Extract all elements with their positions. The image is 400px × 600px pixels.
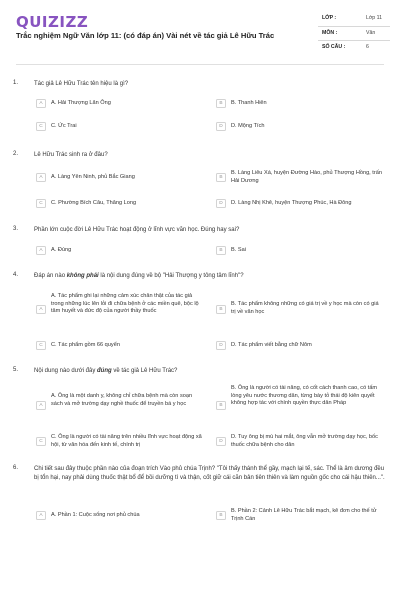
option-text: B. Phần 2: Cảnh Lê Hữu Trác bắt mạch, kê đơn cho thế tử Trịnh Cán [231, 508, 377, 522]
option-text: D. Tuy ông bị mù hai mắt, ông vẫn mở trường dạy học, bốc thuốc chữa bệnh cho dân [231, 434, 378, 448]
option-text: B. Tác phẩm không những có giá trị về y học mà còn có giá trị về văn học [231, 301, 379, 315]
option-letter-badge: A [36, 305, 46, 314]
question-number: 1. [13, 80, 19, 86]
option-letter-badge: C [36, 437, 46, 446]
meta-row-subject [318, 27, 390, 42]
option-text: B. Thanh Hiên [231, 100, 267, 106]
option-text: B. Làng Liêu Xá, huyện Đường Hào, phủ Thượng Hồng, trấn Hải Dương [231, 170, 382, 184]
meta-value: Văn [366, 29, 376, 36]
option-text: C. Ông là người có tài năng trên nhiều lĩnh vực hoạt động xã hội, từ văn hóa đến kinh tế, chính trị [51, 434, 202, 448]
option-letter-badge: D [216, 199, 226, 208]
meta-label: SỐ CÂU : [322, 44, 346, 50]
option-text: A. Ông là một danh y, không chỉ chữa bệnh mà còn soạn sách và mở trường dạy nghề thuốc để truyền bá y học [51, 393, 193, 407]
option-letter-badge: B [216, 511, 226, 520]
option-text: A. Đúng [51, 247, 72, 253]
quiz-meta-table [318, 12, 390, 56]
option-letter-badge: B [216, 246, 226, 255]
question-number: 6. [13, 465, 19, 471]
option-text: C. Tác phẩm gồm 66 quyển [51, 342, 120, 348]
option-letter-badge: B [216, 305, 226, 314]
question-number: 3. [13, 226, 19, 232]
option-text: A. Tác phẩm ghi lại những cảm xúc chân thật của tác giả trong những lúc lên lỏi đi chữa bệnh ở các miền quê, bộc lộ tâm huyết và đức độ của người thầy thuốc [51, 293, 199, 315]
meta-row-class [318, 12, 390, 27]
question-number: 2. [13, 151, 19, 157]
question-number: 4. [13, 272, 19, 278]
option-text: B. Sai [231, 247, 246, 253]
option-letter-badge: A [36, 99, 46, 108]
question-text-part: về tác giả Lê Hữu Trác? [111, 368, 178, 374]
question-emphasis: không phải [66, 273, 99, 279]
question-text-part: Đáp án nào [34, 273, 67, 279]
quizizz-logo: QUIZIZZ [16, 13, 89, 31]
meta-value: 6 [366, 44, 369, 50]
option-text: C. Ức Trai [51, 123, 77, 129]
option-text: D. Tác phẩm viết bằng chữ Nôm [231, 342, 312, 348]
header-divider [16, 64, 384, 65]
question-text-part: Nội dung nào dưới đây [34, 368, 97, 374]
question-text [34, 367, 386, 376]
quiz-title: Trắc nghiệm Ngữ Văn lớp 11: (có đáp án) Vài nét về tác giả Lê Hữu Trác [16, 31, 275, 40]
option-letter-badge: A [36, 246, 46, 255]
option-letter-badge: D [216, 341, 226, 350]
meta-row-count [318, 41, 390, 56]
question-emphasis: đúng [97, 368, 112, 374]
question-text [34, 272, 386, 281]
option-text: A. Phần 1: Cuộc sống nơi phủ chúa [51, 512, 140, 518]
option-text: C. Phường Bích Câu, Thăng Long [51, 200, 137, 206]
option-letter-badge: C [36, 199, 46, 208]
option-text: B. Ông là người có tài năng, có cốt cách thanh cao, có tấm lòng yêu nước thương dân, từng bày tỏ thái độ kiên quyết không hợp tác với chính quyền thực dân Pháp [231, 385, 378, 407]
option-letter-badge: C [36, 341, 46, 350]
option-letter-badge: D [216, 122, 226, 131]
option-letter-badge: C [36, 122, 46, 131]
option-letter-badge: A [36, 511, 46, 520]
question-text: Tác giả Lê Hữu Trác tên hiệu là gì? [34, 81, 129, 87]
option-letter-badge: A [36, 173, 46, 182]
option-text: D. Làng Nhị Khê, huyện Thượng Phúc, Hà Đông [231, 200, 352, 206]
question-text: Phần lớn cuộc đời Lê Hữu Trác hoạt động ở lĩnh vực văn học. Đúng hay sai? [34, 227, 240, 233]
option-letter-badge: B [216, 99, 226, 108]
option-text: A. Làng Yên Ninh, phủ Bắc Giang [51, 174, 135, 180]
option-letter-badge: B [216, 401, 226, 410]
meta-label: MÔN : [322, 29, 338, 36]
question-text: Lê Hữu Trác sinh ra ở đâu? [34, 152, 108, 158]
option-text: A. Hải Thượng Lãn Ông [51, 100, 111, 106]
question-number: 5. [13, 367, 19, 373]
option-letter-badge: D [216, 437, 226, 446]
option-text: D. Mộng Tích [231, 123, 265, 129]
option-letter-badge: A [36, 401, 46, 410]
question-text: Chi tiết sau đây thuộc phần nào của đoạn trích Vào phủ chúa Trịnh? "Tôi thấy thánh thể gầy, mạch lại tế, sác. Thể là âm dương đều bị tổn hại, nay phải dùng thuốc thật bổ để bồi dưỡng tì và thận, cốt giữ cái căn bản tiên thiên và làm nguồn gốc cho cái hậu thiên...". [34, 466, 385, 481]
question-text-part: là nội dung đúng về bộ "Hải Thượng y tông tâm lĩnh"? [98, 273, 244, 279]
meta-value: Lớp 11 [366, 15, 382, 21]
option-letter-badge: B [216, 173, 226, 182]
meta-label: LỚP : [322, 15, 337, 21]
